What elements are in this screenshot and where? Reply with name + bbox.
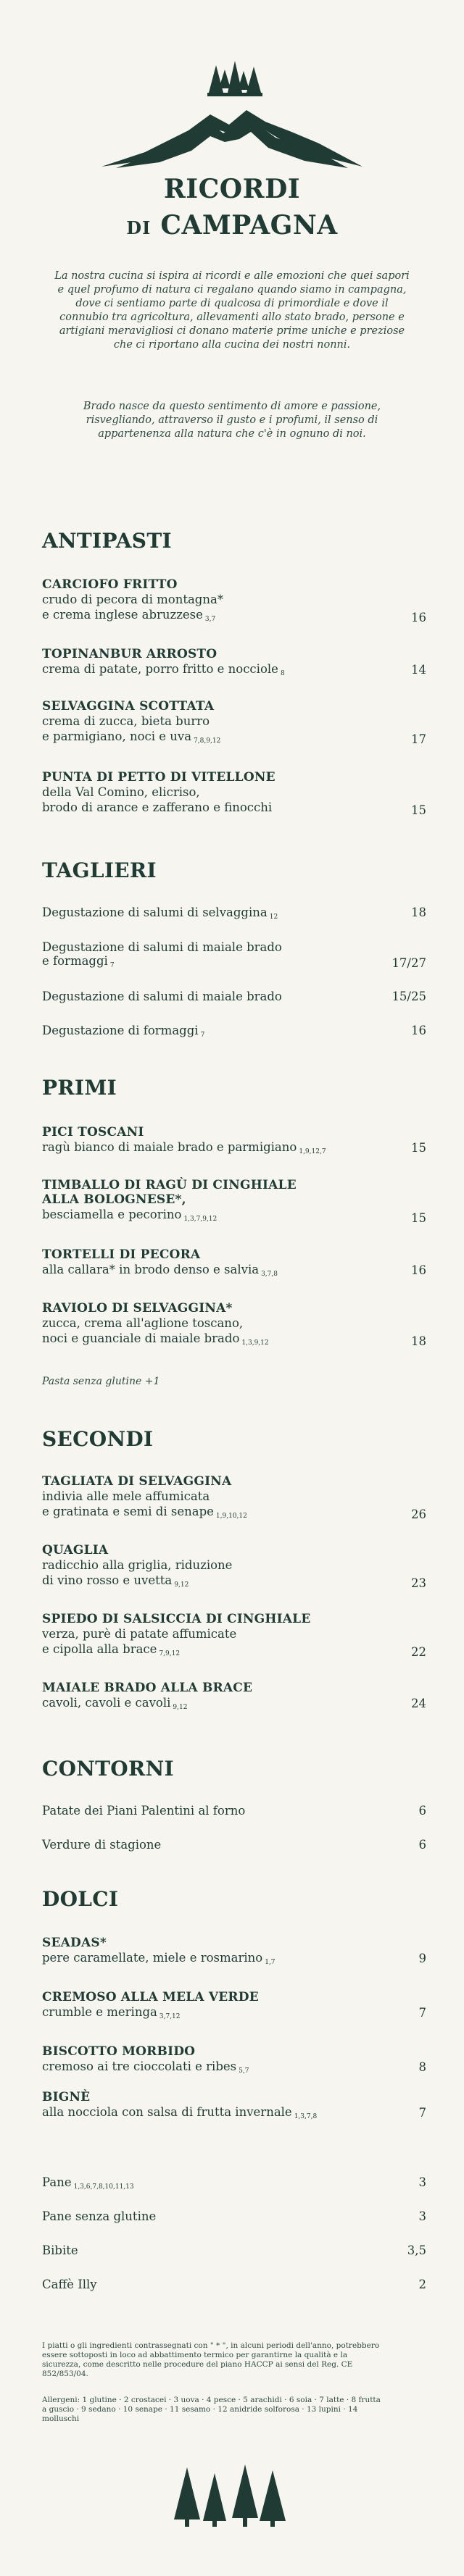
item-label: Patate dei Piani Palentini al forno <box>42 1804 246 1818</box>
item-price: 15 <box>411 1141 426 1155</box>
item-name: BIGNÈ <box>42 2090 91 2104</box>
menu-item <box>42 577 426 627</box>
item-desc: alla nocciola con salsa di frutta invernale 1,3,7,8 <box>42 2105 318 2120</box>
mountain-trees-logo-icon <box>102 51 362 174</box>
section-title-contorni: CONTORNI <box>42 1757 174 1781</box>
item-price: 6 <box>418 1804 426 1818</box>
item-name: ALLA BOLOGNESE*, <box>42 1192 186 1207</box>
item-price: 24 <box>411 1697 426 1710</box>
item-name: CREMOSO ALLA MELA VERDE <box>42 1990 259 2004</box>
item-name: PUNTA DI PETTO DI VITELLONE <box>42 770 276 785</box>
item-name: SPIEDO DI SALSICCIA DI CINGHIALE <box>42 1612 311 1626</box>
menu-item <box>42 1247 426 1282</box>
item-allergens: 1,9,12,7 <box>299 1148 326 1155</box>
item-price: 15 <box>411 803 426 817</box>
item-allergens: 3,7,12 <box>159 2013 181 2020</box>
intro-paragraph-1: La nostra cucina si ispira ai ricordi e alle emozioni che quei sapori e quel profumo di natura ci regalano quando siamo in campagna, dove ci sentiamo parte di qualcosa di primordiale e dove il connubio tra agricoltura, allevamenti allo stato brado, persone e artigiani meravigliosi ci donano materie prime uniche e preziose che ci riportano alla cucina dei nostri nonni. <box>54 270 410 351</box>
item-desc: zucca, crema all'aglione toscano, <box>42 1316 244 1330</box>
item-desc: alla callara* in brodo denso e salvia 3,7,8 <box>42 1263 278 1278</box>
item-desc: verza, purè di patate affumicate <box>42 1627 237 1641</box>
menu-item <box>42 1838 426 1852</box>
footnote-allergens: Allergeni: 1 glutine · 2 crostacei · 3 uova · 4 pesce · 5 arachidi · 6 soia · 7 latte · 8 frutta a guscio · 9 sedano · 10 senape · 11 sesamo · 12 anidride solforosa · 13 lupini · 14 molluschi <box>42 2396 381 2423</box>
item-price: 23 <box>411 1576 426 1590</box>
footer-trees <box>0 2463 464 2528</box>
intro-paragraph-2: Brado nasce da questo sentimento di amore e passione, risvegliando, attraverso il gusto e i profumi, il senso di appartenenza alla natura che c'è in ognuno di noi. <box>83 401 381 440</box>
item-price: 16 <box>411 611 426 624</box>
item-name: BISCOTTO MORBIDO <box>42 2044 196 2059</box>
item-price: 7 <box>418 2006 426 2020</box>
item-label: Pane senza glutine <box>42 2209 157 2223</box>
item-name: TIMBALLO DI RAGÙ DI CINGHIALE <box>42 1178 297 1192</box>
pine-trees-icon <box>167 2463 297 2528</box>
item-desc: crema di zucca, bieta burro <box>42 714 210 728</box>
menu-item <box>42 770 426 815</box>
item-label: Bibite <box>42 2243 78 2257</box>
item-name: PICI TOSCANI <box>42 1125 144 1139</box>
item-allergens: 9,12 <box>174 1581 189 1589</box>
footnote-haccp: I piatti o gli ingredienti contrassegnati con " * ", in alcuni periodi dell'anno, potrebbero essere sottoposti in loco ad abbattimento termico per garantirne la qualità e la sicurezza, come descritto nelle procedure del piano HACCP ai sensi del Reg. CE 852/853/04. <box>42 2341 380 2378</box>
item-price: 2 <box>418 2278 426 2291</box>
brand-name-line2 <box>0 210 464 241</box>
item-name: CARCIOFO FRITTO <box>42 577 178 592</box>
item-desc: e crema inglese abruzzese 3,7 <box>42 608 216 623</box>
menu-item <box>42 1804 426 1818</box>
menu-item <box>42 990 426 1003</box>
item-price: 22 <box>411 1645 426 1659</box>
item-desc: besciamella e pecorino 1,3,7,9,12 <box>42 1208 218 1223</box>
gluten-free-note: Pasta senza glutine +1 <box>42 1376 160 1387</box>
brand-prefix: DI <box>126 217 152 238</box>
item-desc: cavoli, cavoli e cavoli 9,12 <box>42 1696 188 1711</box>
item-label: Degustazione di salumi di selvaggina <box>42 906 268 919</box>
menu-item <box>42 1681 426 1715</box>
item-allergens: 7 <box>200 1032 205 1039</box>
item-allergens: 3,7 <box>204 616 216 623</box>
item-price: 16 <box>411 1024 426 1037</box>
menu-item <box>42 1990 426 2025</box>
item-allergens: 1,3,7,8 <box>294 2113 318 2120</box>
item-allergens: 9,12 <box>173 1704 188 1711</box>
menu-item <box>42 906 426 921</box>
menu-item <box>42 1612 426 1662</box>
item-label: Caffè Illy <box>42 2278 97 2291</box>
item-desc: noci e guanciale di maiale brado 1,3,9,12 <box>42 1331 269 1347</box>
menu-item <box>42 1125 426 1160</box>
item-desc: della Val Comino, elicriso, <box>42 785 200 799</box>
section-title-antipasti: ANTIPASTI <box>42 529 172 553</box>
item-name: TAGLIATA DI SELVAGGINA <box>42 1474 232 1489</box>
menu-item <box>42 1178 426 1227</box>
item-name: TORTELLI DI PECORA <box>42 1247 201 1262</box>
item-price: 8 <box>418 2060 426 2074</box>
item-desc: e parmigiano, noci e uva 7,8,9,12 <box>42 729 221 745</box>
item-desc: crema di patate, porro fritto e nocciole 8 <box>42 662 285 677</box>
menu-item <box>42 1474 426 1524</box>
item-allergens: 5,7 <box>239 2067 249 2075</box>
brand-main: CAMPAGNA <box>160 210 338 241</box>
section-title-primi: PRIMI <box>42 1076 117 1100</box>
item-label: e formaggi <box>42 954 108 968</box>
section-title-dolci: DOLCI <box>42 1887 119 1911</box>
item-price: 16 <box>411 1263 426 1277</box>
item-desc: e cipolla alla brace 7,9,12 <box>42 1642 181 1657</box>
item-price: 6 <box>418 1838 426 1852</box>
item-price: 26 <box>411 1507 426 1521</box>
menu-item <box>42 647 426 682</box>
item-desc: cremoso ai tre cioccolati e ribes 5,7 <box>42 2059 249 2075</box>
menu-item <box>42 940 426 969</box>
brand-name-line1: RICORDI <box>163 174 301 204</box>
item-allergens: 3,7,8 <box>261 1271 278 1278</box>
item-desc: di vino rosso e uvetta 9,12 <box>42 1573 189 1589</box>
menu-item <box>42 1543 426 1593</box>
item-price: 14 <box>411 663 426 677</box>
extra-item <box>42 2278 426 2291</box>
item-desc: crudo di pecora di montagna* <box>42 593 224 606</box>
menu-item <box>42 2090 426 2125</box>
item-name: QUAGLIA <box>42 1543 109 1557</box>
item-desc: ragù bianco di maiale brado e parmigiano 1,9,12,7 <box>42 1140 326 1155</box>
item-price: 3 <box>418 2175 426 2189</box>
item-price: 18 <box>411 1334 426 1348</box>
item-price: 18 <box>411 906 426 919</box>
item-desc: brodo di arance e zafferano e finocchi <box>42 800 273 814</box>
menu-item <box>42 699 426 749</box>
item-allergens: 7,8,9,12 <box>194 737 221 745</box>
item-allergens: 7,9,12 <box>159 1650 181 1657</box>
section-title-taglieri: TAGLIERI <box>42 858 157 882</box>
item-label: Degustazione di salumi di maiale brado <box>42 990 282 1003</box>
item-allergens: 1,3,9,12 <box>241 1339 269 1347</box>
item-price: 3,5 <box>407 2243 426 2257</box>
item-allergens: 1,3,7,9,12 <box>183 1216 218 1223</box>
item-name: RAVIOLO DI SELVAGGINA* <box>42 1301 233 1316</box>
item-allergens: 7 <box>109 962 115 969</box>
item-name: MAIALE BRADO ALLA BRACE <box>42 1681 253 1695</box>
extra-item <box>42 2243 426 2257</box>
item-allergens: 12 <box>269 913 278 921</box>
item-label: Verdure di stagione <box>42 1838 162 1852</box>
menu-item <box>42 2044 426 2079</box>
item-desc: radicchio alla griglia, riduzione <box>42 1558 233 1572</box>
item-allergens: 8 <box>280 670 285 677</box>
item-price: 17/27 <box>392 956 426 970</box>
item-price: 7 <box>418 2106 426 2120</box>
item-label: Pane <box>42 2175 72 2189</box>
menu-item <box>42 1301 426 1351</box>
item-label: Degustazione di formaggi <box>42 1024 199 1037</box>
item-desc: pere caramellate, miele e rosmarino 1,7 <box>42 1951 276 1966</box>
item-price: 9 <box>418 1952 426 1965</box>
item-price: 3 <box>418 2209 426 2223</box>
item-allergens: 1,9,10,12 <box>215 1513 247 1520</box>
item-name: SEADAS* <box>42 1936 107 1950</box>
item-name: TOPINANBUR ARROSTO <box>42 647 218 661</box>
item-name: SELVAGGINA SCOTTATA <box>42 699 215 714</box>
menu-item <box>42 1024 426 1039</box>
item-price: 17 <box>411 732 426 746</box>
item-desc: e gratinata e semi di senape 1,9,10,12 <box>42 1505 247 1520</box>
extra-item <box>42 2209 426 2223</box>
menu-item <box>42 1936 426 1970</box>
item-price: 15/25 <box>392 990 426 1003</box>
extra-item <box>42 2175 426 2191</box>
item-label: Degustazione di salumi di maiale brado <box>42 940 282 954</box>
item-price: 15 <box>411 1211 426 1225</box>
item-allergens: 1,3,6,7,8,10,11,13 <box>73 2183 134 2191</box>
section-title-secondi: SECONDI <box>42 1427 154 1451</box>
item-desc: indivia alle mele affumicata <box>42 1489 210 1503</box>
item-desc: crumble e meringa 3,7,12 <box>42 2005 181 2020</box>
item-allergens: 1,7 <box>265 1959 276 1966</box>
